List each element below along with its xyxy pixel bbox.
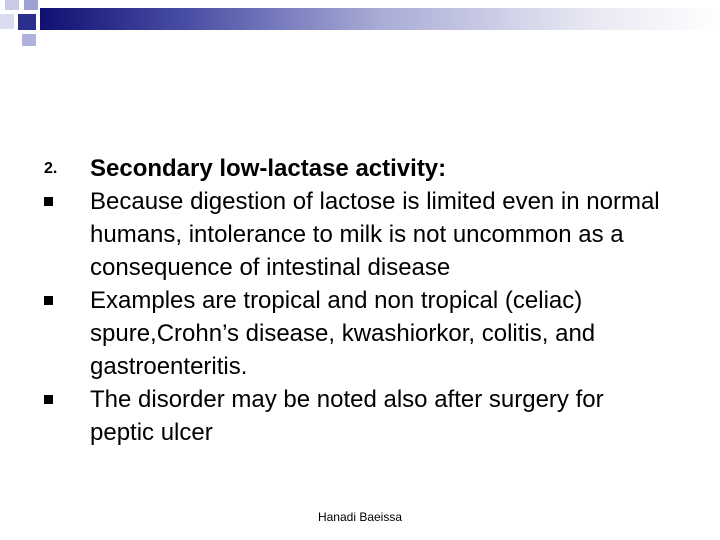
list-number: 2. <box>44 160 58 177</box>
square-bullet-icon <box>44 197 53 206</box>
section-heading: Secondary low-lactase activity: <box>90 155 447 182</box>
bullet-text: The disorder may be noted also after surgery for peptic ulcer <box>90 386 604 446</box>
heading-item <box>0 152 720 185</box>
decorative-square <box>5 0 19 10</box>
decorative-square <box>22 34 36 46</box>
list-item <box>0 383 720 449</box>
slide-footer: Hanadi Baeissa <box>317 510 403 524</box>
decorative-square <box>18 14 36 30</box>
decorative-square <box>24 0 38 10</box>
decorative-square <box>0 14 14 29</box>
square-bullet-icon <box>44 395 53 404</box>
bullet-text: Because digestion of lactose is limited even in normal humans, intolerance to milk is not uncommon as a consequence of intestinal disease <box>90 188 660 281</box>
gradient-title-bar <box>40 8 720 30</box>
slide-content <box>0 152 720 449</box>
bullet-text: Examples are tropical and non tropical (celiac) spure,Crohn’s disease, kwashiorkor, colitis, and gastroenteritis. <box>90 287 596 380</box>
square-bullet-icon <box>44 296 53 305</box>
list-item <box>0 284 720 383</box>
header-decoration <box>0 0 720 60</box>
list-item <box>0 185 720 284</box>
